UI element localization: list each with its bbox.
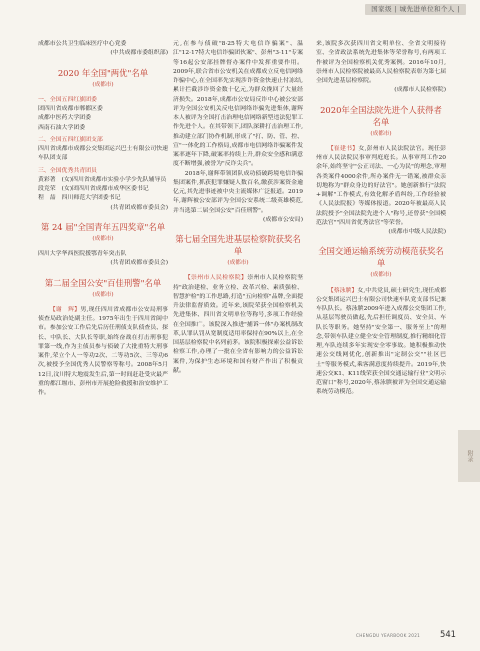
paragraph-source: (成都市人民检察院)	[394, 87, 446, 94]
bio-text: 崇州市人民检察院坚持"政治建检、业务立检、改革兴检、素质强检、智慧护检"的工作思路,打造"五向检察"品牌,全面提升法律监督质效。近年来,该院荣获全国检察机关先进集体、四川省文明单位等称号,多项工作经验在全国推广。该院深入推进"捕诉一体"办案机制改革,认罪认罚从宽制度适用率保持在90%以上,在全国基层检察院中名列前茅。该院积极探索公益诉讼检察工作,办理了一批在全省有影响力的公益诉讼案件,为保护生态环境和国有财产作出了积极贡献。	[173, 275, 304, 374]
intro-line: 成都市公共卫生临床医疗中心党委	[38, 41, 127, 47]
list-heading-red-flag-committee: 一、全国五四红旗团委	[38, 96, 97, 103]
heading-may-fourth-medal: 第 24 届"全国青年五四奖章"名单	[40, 221, 166, 232]
heading-top-detectives-source: (成都市)	[92, 291, 114, 298]
heading-transport-source: (成都市)	[370, 272, 392, 279]
heading-transport-models: 全国交通运输系统劳动模范获奖名单	[318, 246, 444, 269]
page-number: 541	[440, 629, 456, 639]
bio-cui-jianshu	[316, 145, 446, 228]
list-item: 程 喆 四川师范大学团委书记	[38, 195, 121, 202]
bio-name: 【崔建书】	[327, 145, 359, 152]
page-header	[0, 0, 480, 20]
appendix-side-tab: 附录	[458, 430, 480, 482]
list-source: (共青团成都市委员会)	[110, 204, 168, 211]
list-item: 西南石油大学团委	[38, 124, 86, 131]
list-item: 四川大学华西医院援鄂青年突击队	[38, 251, 127, 257]
heading-may-fourth-source: (成都市)	[92, 235, 114, 242]
list-item: 团四川省成都市郫都区委	[38, 106, 103, 112]
column-1	[38, 40, 168, 398]
list-heading-excellent-members: 三、全国优秀共青团员	[38, 167, 97, 174]
paragraph-source: (成都市公安局)	[263, 216, 303, 223]
body-paragraph: 2018年,谢辉带领团队成功侦破跨境电信诈骗集团案件,抓获犯罪嫌疑人数百名,缴获涉案资金逾亿元,其先进事迹被中央主流媒体广泛报道。2019年,谢辉被公安部评为全国公安系统二级英雄模范,并当选第二届全国公安"百佳刑警"。	[173, 170, 303, 214]
heading-top-detectives: 第二届全国公安"百佳刑警"名单	[44, 277, 162, 288]
bio-cai-yongbin	[316, 287, 446, 398]
bio-name: 【崇州市人民检察院】	[184, 275, 248, 282]
paragraph-source: (成都市中级人民法院)	[388, 229, 446, 235]
list-item: 四川省成都市成都公交集团运兴巴士有限公司快速车队团支部	[38, 146, 168, 162]
bio-text: 男,现任四川省成都市公安局刑事侦查局政治处副主任。1975年出生于四川省阆中市。参加公安工作后先后历任刑侦支队侦查员、探长、中队长、大队长等职,始终奋战在打击刑事犯罪第一线,作为主侦员参与侦破了大批重特大刑事案件,荣立个人一等功2次、二等功5次、三等功6次,被授予全国优秀人民警察等称号。2008年5月12日,汶川特大地震发生后,第一时间赶赴受灾最严重的都江堰市、彭州市开展抢险救援和治安维护工作。	[38, 306, 169, 396]
column-2	[173, 40, 303, 376]
heading-2020-source: (成都市)	[92, 81, 114, 88]
section-tag: 国家级 | 城先进单位和个人 |	[365, 4, 466, 15]
list-item: 成都中医药大学团委	[38, 115, 92, 122]
body-paragraph: 元,在参与侦破"8·25特大电信诈骗案"、温江"12·17特大电信诈骗团伙案"、彭州"3·11"专案等16起公安部挂牌督办案件中发挥重要作用。2009年,联合省市公安机关在成都成立反电信网络诈骗中心,在全国率先实现涉诈资金快速止付冻结,累计拦截涉诈资金数十亿元,为群众挽回了大量经济损失。2018年,成都市公安局反诈中心被公安部评为全国公安机关反电信网络诈骗先进集体,谢辉本人被评为全国打击治理电信网络新型违法犯罪工作先进个人。在其带领下,团队深耕打击治理工作,推动建立部门协作机制,形成了"打、防、管、控、宣"一体化的工作格局,成都市电信网络诈骗案件发案率逐年下降,破案率持续上升,群众安全感和满意度不断增强,被誉为"反诈尖兵"。	[173, 41, 303, 168]
list-item: 段竞荣 (女)团四川省成都市成华区委书记	[38, 186, 149, 192]
bio-text: 女,彭州市人民法院法官。现任彭州市人民法院民事审判庭庭长。从事审判工作20余年,始终坚守"公正司法、一心为民"的理念,审理各类案件4000余件,所办案件无一错案,被群众亲切地称为"群众身边的好法官"。她创新推行"法院+调解"工作模式,有效化解矛盾纠纷,工作经验被《人民法院报》等媒体报道。2020年被最高人民法院授予"全国法院先进个人"称号,还曾获"全国模范法官""四川省优秀法官"等荣誉。	[316, 145, 447, 226]
heading-2020-two-excellent: 2020 年全国"两优"名单	[57, 67, 149, 78]
list-heading-red-flag-branch: 二、全国五四红旗团支部	[38, 136, 103, 143]
bio-chongzhou-procuratorate	[173, 274, 303, 376]
heading-court-source: (成都市)	[370, 130, 392, 137]
intro-source: (中共成都市委组织部)	[110, 50, 168, 57]
heading-procuratorate-source: (成都市)	[227, 260, 249, 266]
bio-name: 【谢 辉】	[49, 306, 81, 313]
body-paragraph: 来,该院多次获四川省文明单位、全省文明接待室、全省政法系统先进集体等荣誉称号,有两项工作被评为全国检察机关优秀案例。2016年10月,崇州市人民检察院被最高人民检察院表彰为第七届全国先进基层检察院。	[316, 41, 446, 84]
heading-court-individuals: 2020年全国法院先进个人获得者名单	[320, 104, 442, 127]
bio-text: 女,中共党员,硕士研究生,现任成都公交集团运兴巴士有限公司快速车队党支部书记兼车队队长。蔡泳膑2009年进入成都公交集团工作,从基层驾驶员做起,先后担任调度员、安全员、车队长等职务。她坚持"安全第一、服务至上"的理念,带领车队建立健全安全管理制度,推行精细化管理,车队连续多年实现安全零事故。她积极推动快速公交线网优化,创新推出"定制公交""社区巴士"等服务模式,乘客满意度持续提升。2019年,快速公交K1、K11线荣获全国交通运输行业"文明示范窗口"称号,2020年,蔡泳膑被评为全国交通运输系统劳动模范。	[316, 287, 446, 396]
list-item: 黄彩著 (女)四川省成都市实验小学少先队辅导员	[38, 176, 167, 183]
column-3	[316, 40, 446, 398]
bio-xie-hui	[38, 306, 168, 399]
heading-advanced-procuratorate: 第七届全国先进基层检察院获奖名单	[175, 234, 301, 256]
list-source: (共青团成都市委员会)	[110, 260, 168, 267]
page-footer	[316, 630, 466, 642]
bio-name: 【蔡泳膑】	[327, 287, 358, 294]
yearbook-label: CHENGDU YEARBOOK 2021	[356, 633, 421, 638]
